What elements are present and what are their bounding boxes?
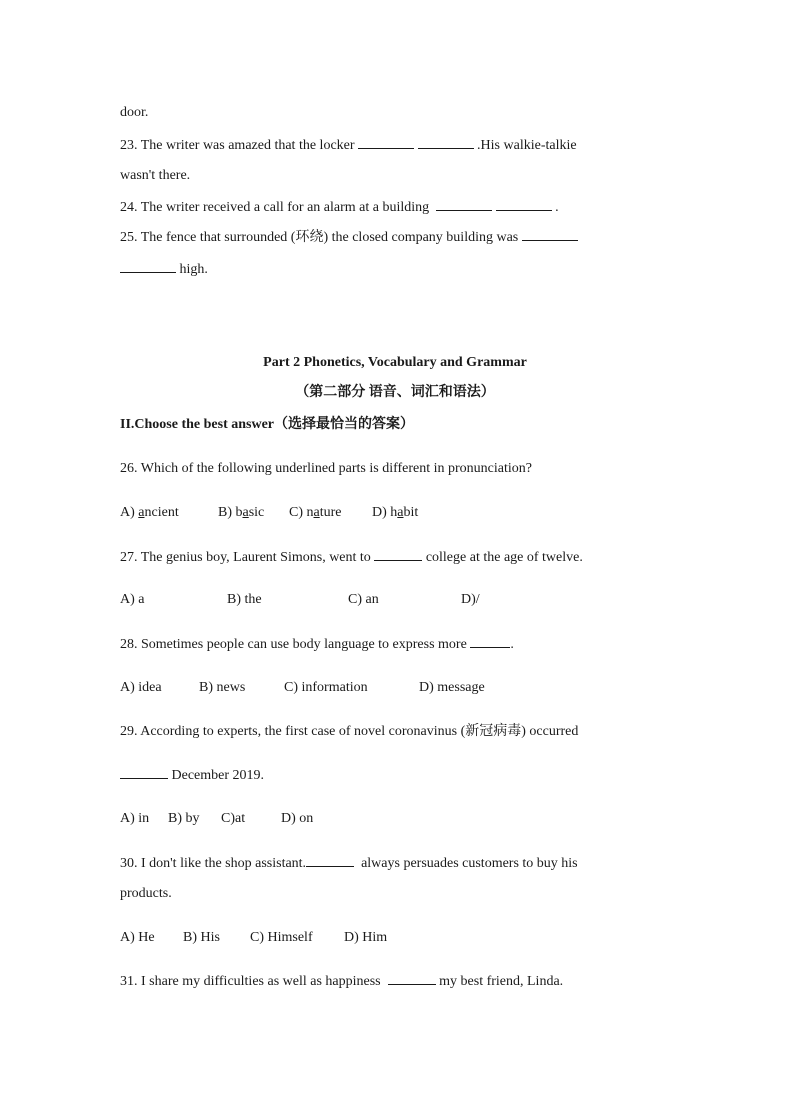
option-29-a: A) in bbox=[120, 811, 150, 826]
option-27-b: B) the bbox=[227, 592, 262, 607]
question-24: 24. The writer received a call for an alarm at a building . bbox=[120, 200, 559, 215]
option-28-c: C) information bbox=[284, 680, 368, 695]
option-26-a: A) ancient bbox=[120, 505, 179, 520]
option-30-c: C) Himself bbox=[250, 930, 313, 945]
option-27-d: D)/ bbox=[461, 592, 480, 607]
option-28-a: A) idea bbox=[120, 680, 162, 695]
option-29-d: D) on bbox=[281, 811, 314, 826]
question-23: 23. The writer was amazed that the locker .His walkie-talkie bbox=[120, 138, 577, 153]
q22-tail: door. bbox=[120, 105, 149, 120]
option-28-b: B) news bbox=[199, 680, 246, 695]
part2-title: Part 2 Phonetics, Vocabulary and Grammar bbox=[263, 355, 527, 370]
question-26: 26. Which of the following underlined parts is different in pronunciation? bbox=[120, 461, 532, 476]
question-30-cont: products. bbox=[120, 886, 172, 901]
option-27-a: A) a bbox=[120, 592, 145, 607]
question-30: 30. I don't like the shop assistant. always persuades customers to buy his bbox=[120, 856, 578, 871]
question-23-cont: wasn't there. bbox=[120, 168, 191, 183]
option-26-b: B) basic bbox=[218, 505, 265, 520]
part2-subtitle: （第二部分 语音、词汇和语法） bbox=[295, 385, 495, 400]
section2-heading: II.Choose the best answer（选择最恰当的答案） bbox=[120, 417, 414, 432]
option-30-b: B) His bbox=[183, 930, 220, 945]
question-31: 31. I share my difficulties as well as happiness my best friend, Linda. bbox=[120, 974, 564, 989]
question-29-cont: December 2019. bbox=[120, 766, 264, 785]
option-28-d: D) message bbox=[419, 680, 485, 695]
question-27: 27. The genius boy, Laurent Simons, went to college at the age of twelve. bbox=[120, 550, 583, 565]
question-29: 29. According to experts, the first case of novel coronavinus (新冠病毒) occurred bbox=[120, 724, 579, 739]
option-30-d: D) Him bbox=[344, 930, 388, 945]
option-29-c: C)at bbox=[221, 811, 246, 826]
option-29-b: B) by bbox=[168, 811, 200, 826]
option-26-d: D) habit bbox=[372, 505, 419, 520]
option-26-c: C) nature bbox=[289, 505, 342, 520]
option-27-c: C) an bbox=[348, 592, 379, 607]
question-25-cont: high. bbox=[120, 260, 208, 279]
option-30-a: A) He bbox=[120, 930, 155, 945]
question-25: 25. The fence that surrounded (环绕) the closed company building was bbox=[120, 228, 578, 247]
question-28: 28. Sometimes people can use body language to express more . bbox=[120, 637, 514, 652]
